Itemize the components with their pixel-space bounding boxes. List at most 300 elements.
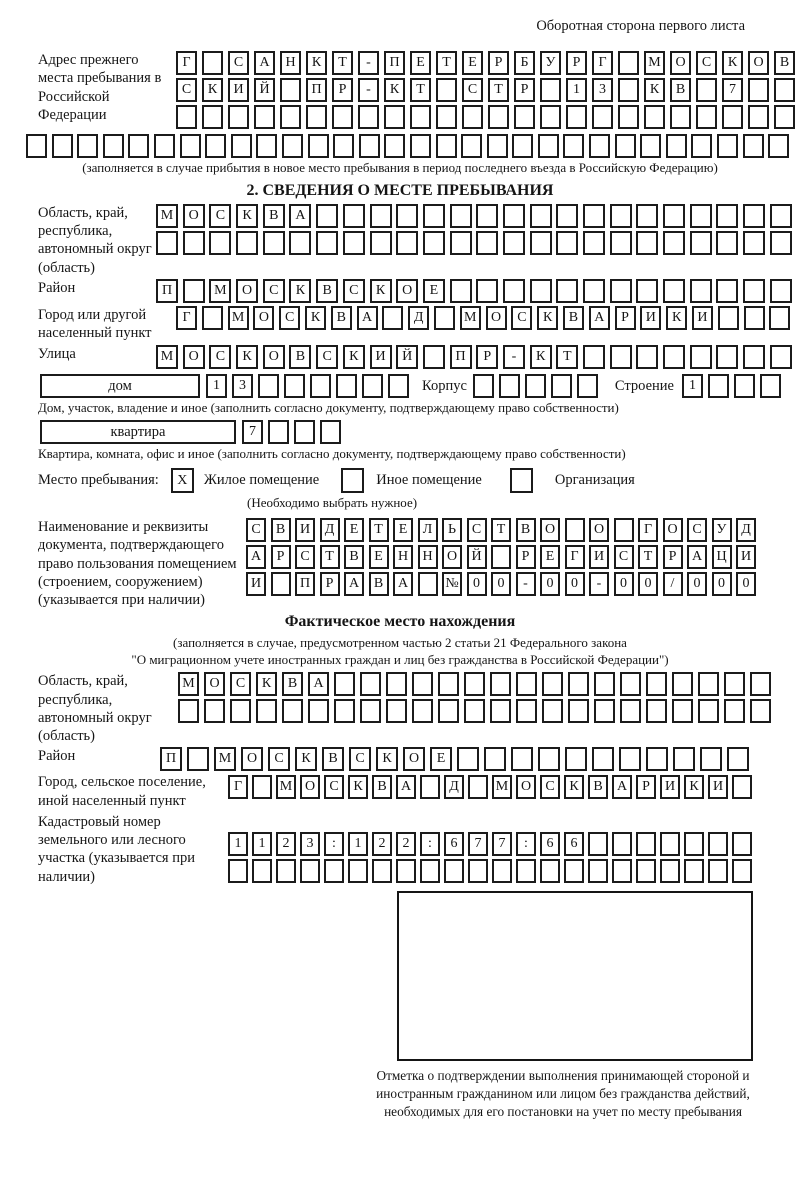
char-box[interactable]: В: [331, 306, 352, 330]
char-box[interactable]: Т: [410, 78, 431, 102]
char-box[interactable]: /: [663, 572, 683, 596]
char-box[interactable]: [684, 859, 704, 883]
char-box[interactable]: С: [462, 78, 483, 102]
char-box[interactable]: [202, 306, 223, 330]
char-box[interactable]: [333, 134, 354, 158]
char-box[interactable]: [538, 134, 559, 158]
char-box[interactable]: Р: [636, 775, 656, 799]
char-box[interactable]: 0: [491, 572, 511, 596]
char-box[interactable]: 7: [722, 78, 743, 102]
char-box[interactable]: [128, 134, 149, 158]
char-box[interactable]: [666, 134, 687, 158]
char-box[interactable]: О: [300, 775, 320, 799]
char-box[interactable]: [499, 374, 520, 398]
char-box[interactable]: [359, 134, 380, 158]
char-box[interactable]: Р: [566, 51, 587, 75]
char-box[interactable]: К: [306, 51, 327, 75]
char-box[interactable]: О: [748, 51, 769, 75]
char-box[interactable]: М: [276, 775, 296, 799]
char-box[interactable]: [583, 279, 605, 303]
char-box[interactable]: [566, 105, 587, 129]
char-box[interactable]: [530, 204, 552, 228]
char-box[interactable]: И: [708, 775, 728, 799]
char-box[interactable]: Р: [320, 572, 340, 596]
char-box[interactable]: А: [308, 672, 329, 696]
char-box[interactable]: К: [256, 672, 277, 696]
char-box[interactable]: [774, 105, 795, 129]
char-box[interactable]: 0: [638, 572, 658, 596]
char-box[interactable]: [396, 231, 418, 255]
char-box[interactable]: Е: [393, 518, 413, 542]
char-box[interactable]: [280, 78, 301, 102]
char-box[interactable]: Т: [320, 545, 340, 569]
char-box[interactable]: [183, 231, 205, 255]
char-box[interactable]: И: [736, 545, 756, 569]
char-box[interactable]: [370, 204, 392, 228]
char-box[interactable]: [540, 105, 561, 129]
char-box[interactable]: С: [295, 545, 315, 569]
char-box[interactable]: М: [209, 279, 231, 303]
char-box[interactable]: [450, 279, 472, 303]
char-box[interactable]: К: [376, 747, 398, 771]
char-box[interactable]: Н: [418, 545, 438, 569]
char-box[interactable]: [412, 672, 433, 696]
char-box[interactable]: [436, 78, 457, 102]
char-box[interactable]: [410, 134, 431, 158]
char-box[interactable]: [636, 859, 656, 883]
char-box[interactable]: Д: [736, 518, 756, 542]
char-box[interactable]: К: [644, 78, 665, 102]
char-box[interactable]: [556, 204, 578, 228]
char-box[interactable]: [748, 78, 769, 102]
char-box[interactable]: 0: [565, 572, 585, 596]
char-box[interactable]: [258, 374, 279, 398]
char-box[interactable]: [334, 672, 355, 696]
char-box[interactable]: Г: [176, 51, 197, 75]
char-box[interactable]: 7: [242, 420, 263, 444]
char-box[interactable]: Й: [467, 545, 487, 569]
char-box[interactable]: О: [236, 279, 258, 303]
char-box[interactable]: 7: [492, 832, 512, 856]
char-box[interactable]: [636, 345, 658, 369]
char-box[interactable]: В: [670, 78, 691, 102]
char-box[interactable]: О: [486, 306, 507, 330]
char-box[interactable]: [724, 672, 745, 696]
char-box[interactable]: [490, 672, 511, 696]
char-box[interactable]: А: [357, 306, 378, 330]
char-box[interactable]: [468, 775, 488, 799]
char-box[interactable]: 1: [228, 832, 248, 856]
char-box[interactable]: [230, 699, 251, 723]
char-box[interactable]: К: [295, 747, 317, 771]
char-box[interactable]: [530, 279, 552, 303]
char-box[interactable]: [343, 231, 365, 255]
char-box[interactable]: К: [684, 775, 704, 799]
char-box[interactable]: Д: [320, 518, 340, 542]
char-box[interactable]: Т: [332, 51, 353, 75]
char-box[interactable]: [276, 859, 296, 883]
char-box[interactable]: [444, 859, 464, 883]
char-box[interactable]: В: [289, 345, 311, 369]
char-box[interactable]: Л: [418, 518, 438, 542]
char-box[interactable]: [743, 204, 765, 228]
char-box[interactable]: [386, 672, 407, 696]
char-box[interactable]: [540, 78, 561, 102]
char-box[interactable]: Е: [423, 279, 445, 303]
char-box[interactable]: [594, 699, 615, 723]
char-box[interactable]: О: [396, 279, 418, 303]
char-box[interactable]: [743, 134, 764, 158]
char-box[interactable]: [396, 204, 418, 228]
char-box[interactable]: [663, 204, 685, 228]
char-box[interactable]: [491, 545, 511, 569]
char-box[interactable]: [563, 134, 584, 158]
char-box[interactable]: Е: [430, 747, 452, 771]
char-box[interactable]: [577, 374, 598, 398]
char-box[interactable]: [619, 747, 641, 771]
char-box[interactable]: [26, 134, 47, 158]
char-box[interactable]: С: [246, 518, 266, 542]
char-box[interactable]: Р: [663, 545, 683, 569]
char-box[interactable]: А: [254, 51, 275, 75]
char-box[interactable]: [336, 374, 357, 398]
char-box[interactable]: [618, 51, 639, 75]
char-box[interactable]: :: [324, 832, 344, 856]
char-box[interactable]: Е: [369, 545, 389, 569]
char-box[interactable]: [540, 859, 560, 883]
char-box[interactable]: [310, 374, 331, 398]
char-box[interactable]: Т: [369, 518, 389, 542]
char-box[interactable]: [154, 134, 175, 158]
char-box[interactable]: Е: [344, 518, 364, 542]
char-box[interactable]: [156, 231, 178, 255]
char-box[interactable]: С: [511, 306, 532, 330]
char-box[interactable]: [610, 204, 632, 228]
char-box[interactable]: 2: [372, 832, 392, 856]
char-box[interactable]: С: [614, 545, 634, 569]
char-box[interactable]: [334, 699, 355, 723]
char-box[interactable]: [568, 699, 589, 723]
char-box[interactable]: [423, 231, 445, 255]
char-box[interactable]: [228, 105, 249, 129]
char-box[interactable]: М: [156, 204, 178, 228]
char-box[interactable]: [512, 134, 533, 158]
char-box[interactable]: С: [324, 775, 344, 799]
char-box[interactable]: С: [467, 518, 487, 542]
char-box[interactable]: [732, 859, 752, 883]
char-box[interactable]: [434, 306, 455, 330]
char-box[interactable]: [180, 134, 201, 158]
char-box[interactable]: К: [305, 306, 326, 330]
char-box[interactable]: [636, 231, 658, 255]
char-box[interactable]: 6: [564, 832, 584, 856]
char-box[interactable]: Ь: [442, 518, 462, 542]
char-box[interactable]: П: [384, 51, 405, 75]
char-box[interactable]: 2: [396, 832, 416, 856]
char-box[interactable]: [620, 699, 641, 723]
char-box[interactable]: И: [589, 545, 609, 569]
char-box[interactable]: Т: [436, 51, 457, 75]
char-box[interactable]: О: [442, 545, 462, 569]
char-box[interactable]: [716, 345, 738, 369]
char-box[interactable]: 1: [566, 78, 587, 102]
char-box[interactable]: [263, 231, 285, 255]
char-box[interactable]: О: [663, 518, 683, 542]
char-box[interactable]: [592, 105, 613, 129]
char-box[interactable]: [673, 747, 695, 771]
char-box[interactable]: К: [202, 78, 223, 102]
char-box[interactable]: Р: [488, 51, 509, 75]
char-box[interactable]: [516, 672, 537, 696]
char-box[interactable]: А: [344, 572, 364, 596]
char-box[interactable]: В: [774, 51, 795, 75]
char-box[interactable]: К: [666, 306, 687, 330]
char-box[interactable]: М: [214, 747, 236, 771]
char-box[interactable]: 6: [540, 832, 560, 856]
char-box[interactable]: Е: [410, 51, 431, 75]
char-box[interactable]: [476, 231, 498, 255]
char-box[interactable]: [202, 105, 223, 129]
char-box[interactable]: [438, 672, 459, 696]
char-box[interactable]: К: [236, 204, 258, 228]
char-box[interactable]: И: [692, 306, 713, 330]
char-box[interactable]: Т: [556, 345, 578, 369]
char-box[interactable]: [316, 204, 338, 228]
char-box[interactable]: Г: [228, 775, 248, 799]
char-box[interactable]: Н: [393, 545, 413, 569]
char-box[interactable]: Г: [592, 51, 613, 75]
char-box[interactable]: Е: [462, 51, 483, 75]
char-box[interactable]: О: [253, 306, 274, 330]
char-box[interactable]: :: [420, 832, 440, 856]
char-box[interactable]: [525, 374, 546, 398]
char-box[interactable]: [503, 231, 525, 255]
char-box[interactable]: [360, 699, 381, 723]
char-box[interactable]: -: [503, 345, 525, 369]
char-box[interactable]: Г: [176, 306, 197, 330]
char-box[interactable]: [750, 699, 771, 723]
char-box[interactable]: [769, 306, 790, 330]
char-box[interactable]: 0: [614, 572, 634, 596]
char-box[interactable]: Р: [615, 306, 636, 330]
char-box[interactable]: [589, 134, 610, 158]
char-box[interactable]: [343, 204, 365, 228]
char-box[interactable]: [516, 699, 537, 723]
char-box[interactable]: [450, 204, 472, 228]
char-box[interactable]: [370, 231, 392, 255]
char-box[interactable]: [530, 231, 552, 255]
char-box[interactable]: Й: [396, 345, 418, 369]
char-box[interactable]: Г: [565, 545, 585, 569]
char-box[interactable]: [690, 204, 712, 228]
char-box[interactable]: [646, 672, 667, 696]
char-box[interactable]: И: [640, 306, 661, 330]
char-box[interactable]: А: [246, 545, 266, 569]
char-box[interactable]: [618, 78, 639, 102]
char-box[interactable]: [612, 859, 632, 883]
char-box[interactable]: К: [289, 279, 311, 303]
char-box[interactable]: [565, 747, 587, 771]
char-box[interactable]: [178, 699, 199, 723]
char-box[interactable]: [450, 231, 472, 255]
stay-type-checkbox-organization[interactable]: [510, 468, 533, 493]
char-box[interactable]: [583, 345, 605, 369]
char-box[interactable]: 6: [444, 832, 464, 856]
char-box[interactable]: [615, 134, 636, 158]
char-box[interactable]: [436, 105, 457, 129]
char-box[interactable]: [770, 204, 792, 228]
char-box[interactable]: О: [241, 747, 263, 771]
char-box[interactable]: [690, 231, 712, 255]
char-box[interactable]: В: [516, 518, 536, 542]
char-box[interactable]: [284, 374, 305, 398]
char-box[interactable]: [646, 699, 667, 723]
char-box[interactable]: 3: [232, 374, 253, 398]
char-box[interactable]: [718, 306, 739, 330]
char-box[interactable]: В: [271, 518, 291, 542]
char-box[interactable]: [594, 672, 615, 696]
char-box[interactable]: [320, 420, 341, 444]
char-box[interactable]: [542, 699, 563, 723]
char-box[interactable]: П: [450, 345, 472, 369]
char-box[interactable]: [750, 672, 771, 696]
char-box[interactable]: В: [263, 204, 285, 228]
char-box[interactable]: [716, 279, 738, 303]
char-box[interactable]: [542, 672, 563, 696]
char-box[interactable]: [722, 105, 743, 129]
char-box[interactable]: -: [589, 572, 609, 596]
char-box[interactable]: В: [344, 545, 364, 569]
char-box[interactable]: В: [316, 279, 338, 303]
char-box[interactable]: П: [295, 572, 315, 596]
char-box[interactable]: А: [589, 306, 610, 330]
char-box[interactable]: [183, 279, 205, 303]
char-box[interactable]: Д: [444, 775, 464, 799]
char-box[interactable]: [708, 859, 728, 883]
char-box[interactable]: В: [372, 775, 392, 799]
char-box[interactable]: [204, 699, 225, 723]
char-box[interactable]: [768, 134, 789, 158]
char-box[interactable]: К: [537, 306, 558, 330]
char-box[interactable]: А: [396, 775, 416, 799]
char-box[interactable]: [636, 832, 656, 856]
char-box[interactable]: [538, 747, 560, 771]
char-box[interactable]: Р: [476, 345, 498, 369]
char-box[interactable]: С: [176, 78, 197, 102]
char-box[interactable]: :: [516, 832, 536, 856]
char-box[interactable]: [690, 345, 712, 369]
char-box[interactable]: [760, 374, 781, 398]
char-box[interactable]: О: [589, 518, 609, 542]
char-box[interactable]: [670, 105, 691, 129]
char-box[interactable]: [254, 105, 275, 129]
char-box[interactable]: [660, 832, 680, 856]
char-box[interactable]: С: [263, 279, 285, 303]
char-box[interactable]: 1: [682, 374, 703, 398]
char-box[interactable]: [743, 279, 765, 303]
char-box[interactable]: Й: [254, 78, 275, 102]
char-box[interactable]: [660, 859, 680, 883]
char-box[interactable]: [511, 747, 533, 771]
char-box[interactable]: [282, 699, 303, 723]
char-box[interactable]: [748, 105, 769, 129]
char-box[interactable]: К: [343, 345, 365, 369]
char-box[interactable]: [228, 859, 248, 883]
char-box[interactable]: П: [160, 747, 182, 771]
char-box[interactable]: С: [349, 747, 371, 771]
char-box[interactable]: [610, 345, 632, 369]
char-box[interactable]: [663, 231, 685, 255]
char-box[interactable]: [271, 572, 291, 596]
char-box[interactable]: [672, 672, 693, 696]
char-box[interactable]: 0: [540, 572, 560, 596]
char-box[interactable]: [588, 832, 608, 856]
char-box[interactable]: [282, 134, 303, 158]
char-box[interactable]: [770, 231, 792, 255]
char-box[interactable]: К: [370, 279, 392, 303]
char-box[interactable]: [592, 747, 614, 771]
char-box[interactable]: [691, 134, 712, 158]
char-box[interactable]: [770, 345, 792, 369]
char-box[interactable]: [202, 51, 223, 75]
char-box[interactable]: Р: [332, 78, 353, 102]
char-box[interactable]: Г: [638, 518, 658, 542]
char-box[interactable]: М: [460, 306, 481, 330]
char-box[interactable]: [420, 859, 440, 883]
char-box[interactable]: [774, 78, 795, 102]
char-box[interactable]: [696, 105, 717, 129]
char-box[interactable]: [503, 204, 525, 228]
char-box[interactable]: [716, 204, 738, 228]
char-box[interactable]: [583, 204, 605, 228]
char-box[interactable]: С: [687, 518, 707, 542]
char-box[interactable]: [386, 699, 407, 723]
char-box[interactable]: В: [282, 672, 303, 696]
char-box[interactable]: [420, 775, 440, 799]
char-box[interactable]: [457, 747, 479, 771]
char-box[interactable]: И: [660, 775, 680, 799]
char-box[interactable]: В: [322, 747, 344, 771]
char-box[interactable]: Д: [408, 306, 429, 330]
char-box[interactable]: С: [343, 279, 365, 303]
char-box[interactable]: М: [492, 775, 512, 799]
char-box[interactable]: [462, 105, 483, 129]
char-box[interactable]: Б: [514, 51, 535, 75]
char-box[interactable]: [410, 105, 431, 129]
char-box[interactable]: [382, 306, 403, 330]
char-box[interactable]: К: [530, 345, 552, 369]
char-box[interactable]: О: [183, 345, 205, 369]
char-box[interactable]: [612, 832, 632, 856]
char-box[interactable]: [646, 747, 668, 771]
char-box[interactable]: [384, 105, 405, 129]
char-box[interactable]: [698, 672, 719, 696]
char-box[interactable]: [636, 279, 658, 303]
char-box[interactable]: [490, 699, 511, 723]
char-box[interactable]: [423, 345, 445, 369]
char-box[interactable]: С: [209, 345, 231, 369]
char-box[interactable]: О: [540, 518, 560, 542]
char-box[interactable]: [743, 345, 765, 369]
char-box[interactable]: О: [516, 775, 536, 799]
stay-type-checkbox-other[interactable]: [341, 468, 364, 493]
char-box[interactable]: [698, 699, 719, 723]
char-box[interactable]: [700, 747, 722, 771]
char-box[interactable]: [468, 859, 488, 883]
char-box[interactable]: К: [236, 345, 258, 369]
char-box[interactable]: [268, 420, 289, 444]
char-box[interactable]: [176, 105, 197, 129]
